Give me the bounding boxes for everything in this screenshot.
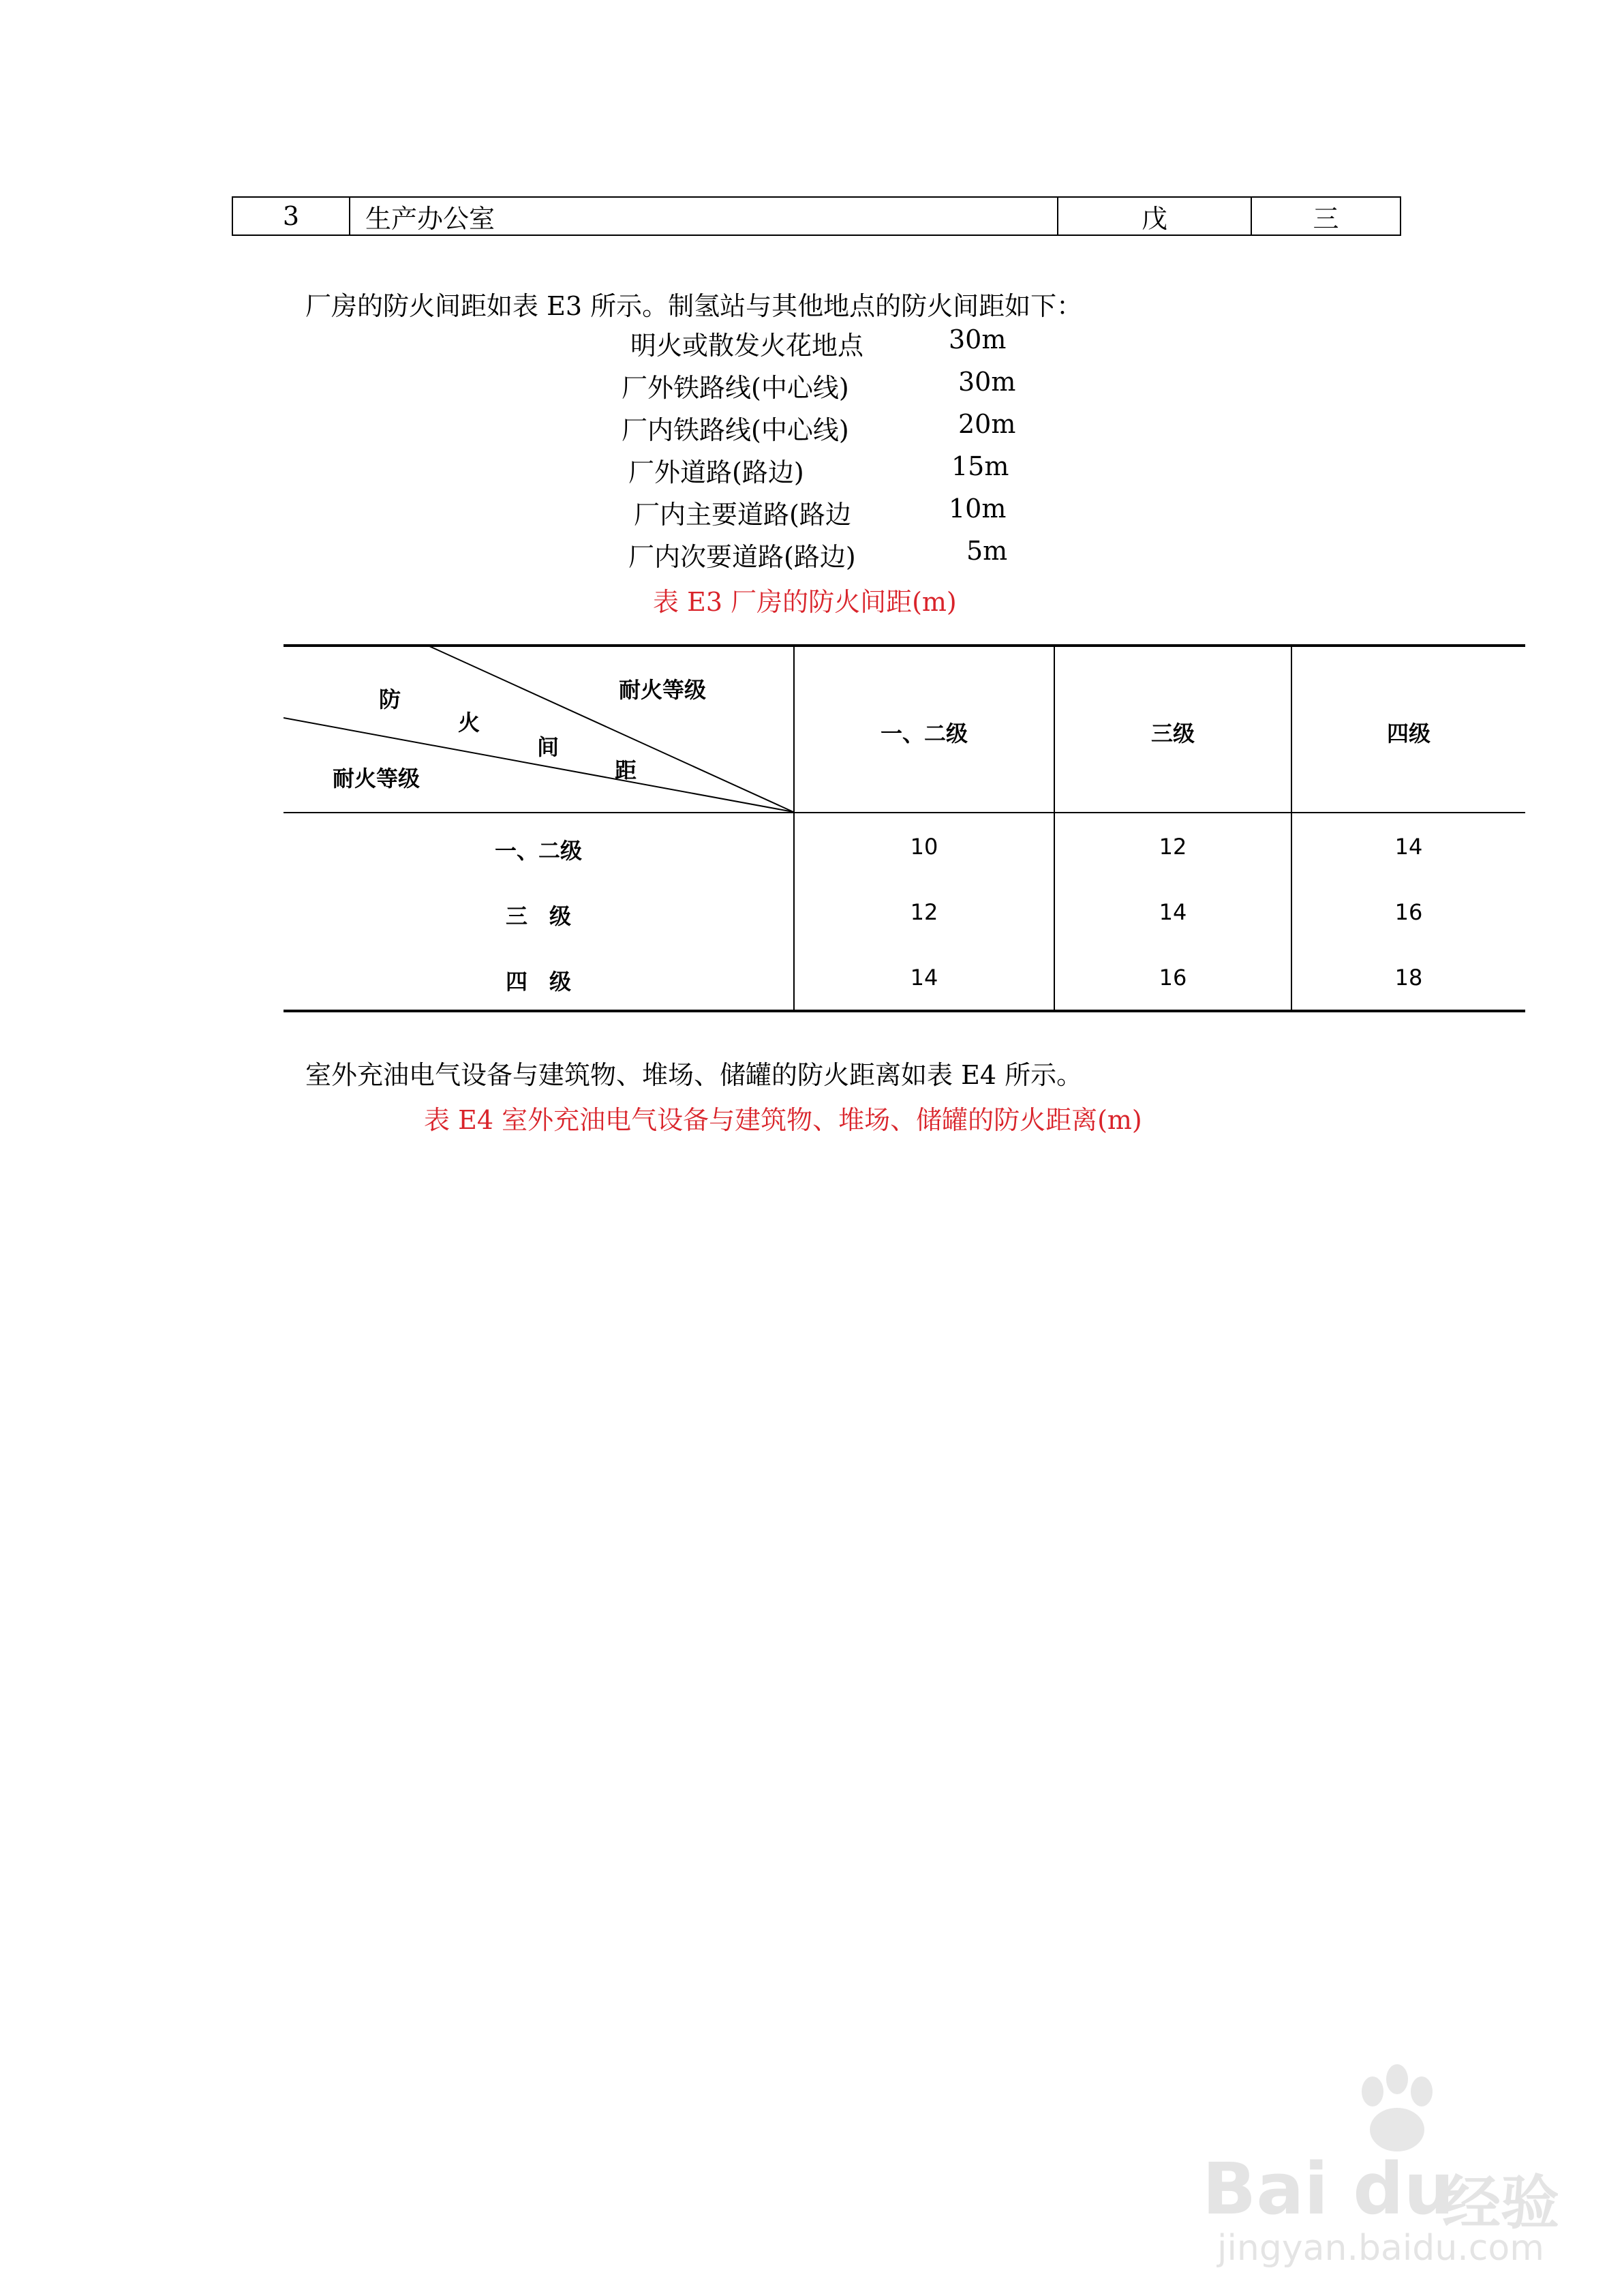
table-cell: 10 <box>910 834 938 860</box>
corner-diag-char: 火 <box>458 710 480 736</box>
distance-row <box>0 494 1622 534</box>
row-label: 四 级 <box>505 969 571 995</box>
distance-value: 30m <box>958 367 1016 397</box>
row-name: 生产办公室 <box>349 198 1057 235</box>
table-cell: 14 <box>1159 899 1187 925</box>
corner-top-label: 耐火等级 <box>619 677 707 703</box>
watermark-brand: Bai du <box>1202 2147 1454 2231</box>
watermark-url: jingyan.baidu.com <box>1217 2228 1544 2269</box>
distance-row <box>0 536 1622 577</box>
table-e4-intro: 室外充油电气设备与建筑物、堆场、储罐的防火距离如表 E4 所示。 <box>305 1060 1083 1090</box>
table-cell: 12 <box>1159 834 1187 860</box>
top-table-row <box>232 196 1401 236</box>
table-cell: 16 <box>1394 899 1423 925</box>
table-col-divider <box>1054 644 1055 1012</box>
column-header: 四级 <box>1386 721 1430 746</box>
row-label: 三 级 <box>505 903 571 929</box>
distance-label: 厂外道路(路边) <box>628 457 804 487</box>
paw-logo-icon <box>1345 2059 1448 2161</box>
table-cell: 16 <box>1159 965 1187 991</box>
distance-value: 30m <box>949 324 1007 354</box>
distance-value: 10m <box>949 494 1007 524</box>
distance-row <box>0 367 1622 408</box>
table-cell: 18 <box>1394 965 1423 991</box>
row-label: 一、二级 <box>494 838 582 864</box>
table-bottom-rule <box>284 1010 1525 1012</box>
table-e4-caption: 表 E4 室外充油电气设备与建筑物、堆场、储罐的防火距离(m) <box>424 1105 1142 1135</box>
table-e3 <box>284 644 1525 1012</box>
row-class: 戊 <box>1057 198 1251 235</box>
column-header: 三级 <box>1150 721 1195 746</box>
row-grade: 三 <box>1251 198 1400 235</box>
corner-diag-char: 防 <box>379 686 401 712</box>
corner-diag-char: 距 <box>615 757 637 783</box>
distance-value: 20m <box>958 409 1016 439</box>
distance-value: 15m <box>951 451 1009 481</box>
table-cell: 14 <box>910 965 938 991</box>
distance-row <box>0 451 1622 492</box>
baidu-watermark <box>1202 2059 1559 2269</box>
corner-bottom-label: 耐火等级 <box>333 766 420 791</box>
distance-label: 厂内次要道路(路边) <box>628 542 856 572</box>
table-col-divider <box>1291 644 1292 1012</box>
corner-diag-char: 间 <box>537 734 560 760</box>
distance-label: 明火或散发火花地点 <box>630 331 864 361</box>
distance-row <box>0 409 1622 450</box>
distance-value: 5m <box>966 536 1008 566</box>
distance-label: 厂外铁路线(中心线) <box>622 373 849 403</box>
distance-label: 厂内铁路线(中心线) <box>622 415 849 445</box>
distance-row <box>0 324 1622 365</box>
column-header: 一、二级 <box>880 721 968 746</box>
table-cell: 14 <box>1394 834 1423 860</box>
table-e3-caption: 表 E3 厂房的防火间距(m) <box>653 587 957 617</box>
intro-paragraph: 厂房的防火间距如表 E3 所示。制氢站与其他地点的防火间距如下： <box>305 291 1083 321</box>
table-cell: 12 <box>910 899 938 925</box>
watermark-brand-cn: 经验 <box>1442 2169 1559 2237</box>
distance-label: 厂内主要道路(路边 <box>634 500 851 530</box>
row-number: 3 <box>282 201 300 231</box>
